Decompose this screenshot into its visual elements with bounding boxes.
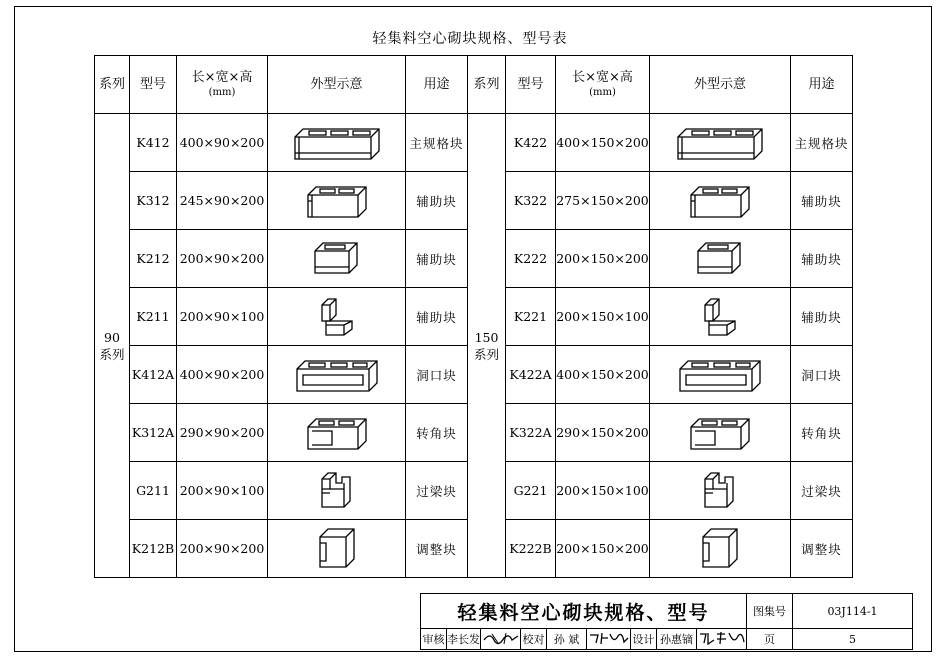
shape-cell — [650, 114, 791, 172]
shape-cell — [268, 114, 406, 172]
title-block — [420, 593, 913, 650]
designer-signature — [697, 629, 747, 650]
shape-cell — [268, 172, 406, 230]
model-cell: K312A — [130, 404, 177, 462]
header-shape: 外型示意 — [268, 56, 406, 114]
reviewer-name: 李长发 — [447, 629, 481, 650]
one-cell-block-icon — [650, 237, 790, 281]
header-series: 系列 — [95, 56, 130, 114]
use-cell: 辅助块 — [791, 172, 853, 230]
model-cell: K211 — [130, 288, 177, 346]
size-cell: 400×150×200 — [556, 346, 650, 404]
model-cell: K322 — [506, 172, 556, 230]
size-cell: 200×150×200 — [556, 520, 650, 578]
use-cell: 辅助块 — [406, 172, 468, 230]
review-label: 审核 — [421, 629, 447, 650]
use-cell: 过梁块 — [791, 462, 853, 520]
size-cell: 200×150×100 — [556, 462, 650, 520]
shape-cell — [650, 462, 791, 520]
lintel-block-icon — [268, 469, 405, 513]
model-cell: K322A — [506, 404, 556, 462]
model-cell: K212 — [130, 230, 177, 288]
use-cell: 辅助块 — [406, 230, 468, 288]
size-cell: 200×150×100 — [556, 288, 650, 346]
model-cell: K412 — [130, 114, 177, 172]
use-cell: 调整块 — [791, 520, 853, 578]
opening-block-icon — [268, 353, 405, 397]
model-cell: K422A — [506, 346, 556, 404]
use-cell: 辅助块 — [791, 230, 853, 288]
size-cell: 200×90×200 — [177, 230, 268, 288]
header-model: 型号 — [130, 56, 177, 114]
header-size: 长×宽×高 (mm) — [177, 56, 268, 114]
use-cell: 转角块 — [791, 404, 853, 462]
use-cell: 辅助块 — [406, 288, 468, 346]
shape-cell — [268, 230, 406, 288]
table-row — [95, 114, 853, 172]
use-cell: 洞口块 — [406, 346, 468, 404]
half-height-block-icon — [650, 295, 790, 339]
series-90-cell: 90 系列 — [95, 114, 130, 578]
table-title: 轻集料空心砌块规格、型号表 — [372, 31, 568, 47]
shape-cell — [650, 172, 791, 230]
size-cell: 400×90×200 — [177, 346, 268, 404]
use-cell: 辅助块 — [791, 288, 853, 346]
page-number: 5 — [793, 629, 913, 650]
atlas-label: 图集号 — [747, 594, 793, 629]
model-cell: K221 — [506, 288, 556, 346]
check-label: 校对 — [521, 629, 547, 650]
size-cell: 245×90×200 — [177, 172, 268, 230]
shape-cell — [650, 230, 791, 288]
checker-name: 孙 斌 — [547, 629, 587, 650]
model-cell: K222 — [506, 230, 556, 288]
design-label: 设计 — [631, 629, 657, 650]
adjust-block-icon — [268, 525, 405, 573]
use-cell: 过梁块 — [406, 462, 468, 520]
use-cell: 调整块 — [406, 520, 468, 578]
header-series-right: 系列 — [468, 56, 506, 114]
shape-cell — [268, 346, 406, 404]
size-cell: 200×90×100 — [177, 462, 268, 520]
header-shape-right: 外型示意 — [650, 56, 791, 114]
two-cell-block-icon — [268, 179, 405, 223]
model-cell: G221 — [506, 462, 556, 520]
model-cell: K212B — [130, 520, 177, 578]
use-cell: 主规格块 — [791, 114, 853, 172]
two-cell-block-icon — [650, 179, 790, 223]
size-cell: 200×90×100 — [177, 288, 268, 346]
shape-cell — [268, 462, 406, 520]
model-cell: K422 — [506, 114, 556, 172]
shape-cell — [650, 404, 791, 462]
lintel-block-icon — [650, 469, 790, 513]
size-cell: 400×150×200 — [556, 114, 650, 172]
shape-cell — [268, 404, 406, 462]
shape-cell — [650, 288, 791, 346]
header-model-right: 型号 — [506, 56, 556, 114]
atlas-number: 03J114-1 — [793, 594, 913, 629]
size-cell: 290×90×200 — [177, 404, 268, 462]
page-label: 页 — [747, 629, 793, 650]
size-cell: 275×150×200 — [556, 172, 650, 230]
header-use: 用途 — [406, 56, 468, 114]
use-cell: 转角块 — [406, 404, 468, 462]
shape-cell — [268, 520, 406, 578]
header-row — [95, 56, 853, 114]
half-height-block-icon — [268, 295, 405, 339]
opening-block-icon — [650, 353, 790, 397]
model-cell: K222B — [506, 520, 556, 578]
shape-cell — [268, 288, 406, 346]
three-cell-block-icon — [650, 121, 790, 165]
spec-table — [94, 55, 853, 578]
use-cell: 洞口块 — [791, 346, 853, 404]
designer-name: 孙惠镝 — [657, 629, 697, 650]
model-cell: G211 — [130, 462, 177, 520]
model-cell: K312 — [130, 172, 177, 230]
use-cell: 主规格块 — [406, 114, 468, 172]
header-size-right: 长×宽×高 (mm) — [556, 56, 650, 114]
reviewer-signature — [481, 629, 521, 650]
header-use-right: 用途 — [791, 56, 853, 114]
shape-cell — [650, 346, 791, 404]
size-cell: 400×90×200 — [177, 114, 268, 172]
one-cell-block-icon — [268, 237, 405, 281]
corner-block-icon — [650, 411, 790, 455]
checker-signature — [587, 629, 631, 650]
adjust-block-icon — [650, 525, 790, 573]
size-cell: 200×90×200 — [177, 520, 268, 578]
drawing-title: 轻集料空心砌块规格、型号 — [421, 594, 747, 629]
corner-block-icon — [268, 411, 405, 455]
shape-cell — [650, 520, 791, 578]
three-cell-block-icon — [268, 121, 405, 165]
size-cell: 290×150×200 — [556, 404, 650, 462]
size-cell: 200×150×200 — [556, 230, 650, 288]
series-150-cell: 150 系列 — [468, 114, 506, 578]
model-cell: K412A — [130, 346, 177, 404]
